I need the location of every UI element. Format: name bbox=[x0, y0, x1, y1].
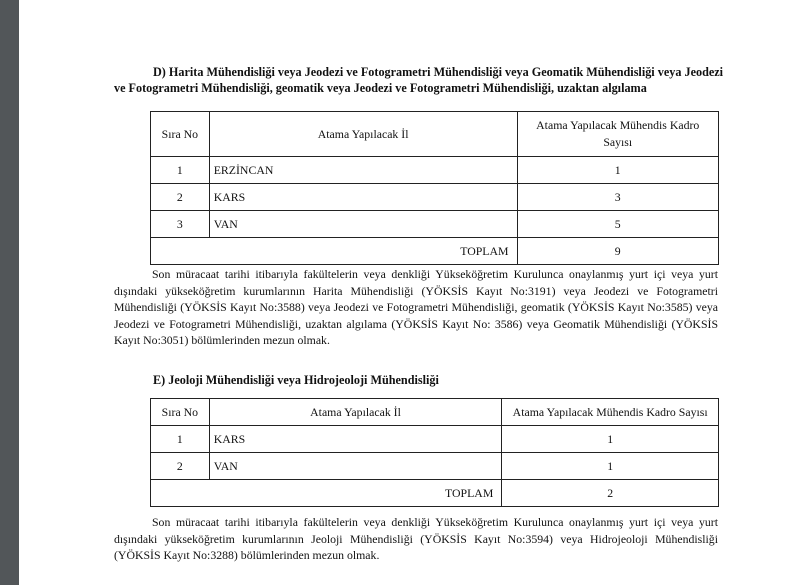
total-label: TOPLAM bbox=[151, 480, 502, 507]
col-header-count-line2: Sayısı bbox=[603, 135, 633, 149]
table-row bbox=[151, 426, 719, 453]
col-header-count-line1: Atama Yapılacak Mühendis Kadro bbox=[536, 118, 700, 132]
table-total-row bbox=[151, 480, 719, 507]
row-count: 1 bbox=[517, 157, 719, 184]
row-no: 1 bbox=[151, 426, 210, 453]
row-city: KARS bbox=[209, 184, 517, 211]
row-city: VAN bbox=[209, 211, 517, 238]
row-count: 5 bbox=[517, 211, 719, 238]
col-header-city: Atama Yapılacak İl bbox=[209, 399, 502, 426]
col-header-count: Atama Yapılacak Mühendis Kadro Sayısı bbox=[502, 399, 719, 426]
table-row bbox=[151, 184, 719, 211]
row-no: 1 bbox=[151, 157, 210, 184]
table-total-row bbox=[151, 238, 719, 265]
row-no: 2 bbox=[151, 453, 210, 480]
col-header-no: Sıra No bbox=[151, 112, 210, 157]
total-value: 9 bbox=[517, 238, 719, 265]
total-label: TOPLAM bbox=[151, 238, 518, 265]
section-d-note: Son müracaat tarihi itibarıyla fakültelerin veya denkliği Yükseköğretim Kurulunca onaylanmış yurt içi veya yurt dışındaki yükseköğretim kurumlarının Harita Mühendisliği (YÖKSİS Kayıt No:3191) veya Jeodezi ve Fotogrametri Mühendisliği (YÖKSİS Kayıt No:3588) veya Jeodezi ve Fotogrametri Mühendisliği, geomatik (YÖKSİS Kayıt No:3585) veya Jeodezi ve Fotogrametri Mühendisliği, uzaktan algılama (YÖKSİS Kayıt No: 3586) veya Geomatik Mühendisliği (YÖKSİS Kayıt No:3051) bölümlerinden mezun olmak. bbox=[114, 267, 718, 347]
section-d-heading-line1: D) Harita Mühendisliği veya Jeodezi ve Fotogrametri Mühendisliği veya Geomatik Mühendisliği veya Jeodezi bbox=[153, 65, 724, 79]
row-city: KARS bbox=[209, 426, 502, 453]
table-header-row bbox=[151, 112, 719, 157]
section-e-heading: E) Jeoloji Mühendisliği veya Hidrojeoloji Mühendisliği bbox=[153, 373, 439, 387]
section-e-table bbox=[150, 398, 719, 507]
row-city: VAN bbox=[209, 453, 502, 480]
table-row bbox=[151, 453, 719, 480]
table-row bbox=[151, 211, 719, 238]
document-page bbox=[19, 0, 803, 585]
col-header-no: Sıra No bbox=[151, 399, 210, 426]
section-d-heading-line2: ve Fotogrametri Mühendisliği, geomatik veya Jeodezi ve Fotogrametri Mühendisliği, uzaktan algılama bbox=[114, 81, 647, 95]
row-count: 3 bbox=[517, 184, 719, 211]
row-no: 3 bbox=[151, 211, 210, 238]
row-count: 1 bbox=[502, 426, 719, 453]
section-d-heading-cont bbox=[114, 80, 754, 96]
viewer-left-bar bbox=[0, 0, 19, 585]
row-count: 1 bbox=[502, 453, 719, 480]
total-value: 2 bbox=[502, 480, 719, 507]
table-header-row bbox=[151, 399, 719, 426]
table-row bbox=[151, 157, 719, 184]
section-e-note: Son müracaat tarihi itibarıyla fakültelerin veya denkliği Yükseköğretim Kurulunca onaylanmış yurt içi veya yurt dışındaki yükseköğretim kurumlarının Jeoloji Mühendisliği (YÖKSİS Kayıt No:3594) veya Hidrojeoloji Mühendisliği (YÖKSİS Kayıt No:3288) bölümlerinden mezun olmak. bbox=[114, 515, 718, 562]
section-d-heading bbox=[153, 64, 753, 80]
col-header-city: Atama Yapılacak İl bbox=[209, 112, 517, 157]
col-header-count bbox=[517, 112, 719, 157]
row-no: 2 bbox=[151, 184, 210, 211]
section-d-table bbox=[150, 111, 719, 265]
row-city: ERZİNCAN bbox=[209, 157, 517, 184]
